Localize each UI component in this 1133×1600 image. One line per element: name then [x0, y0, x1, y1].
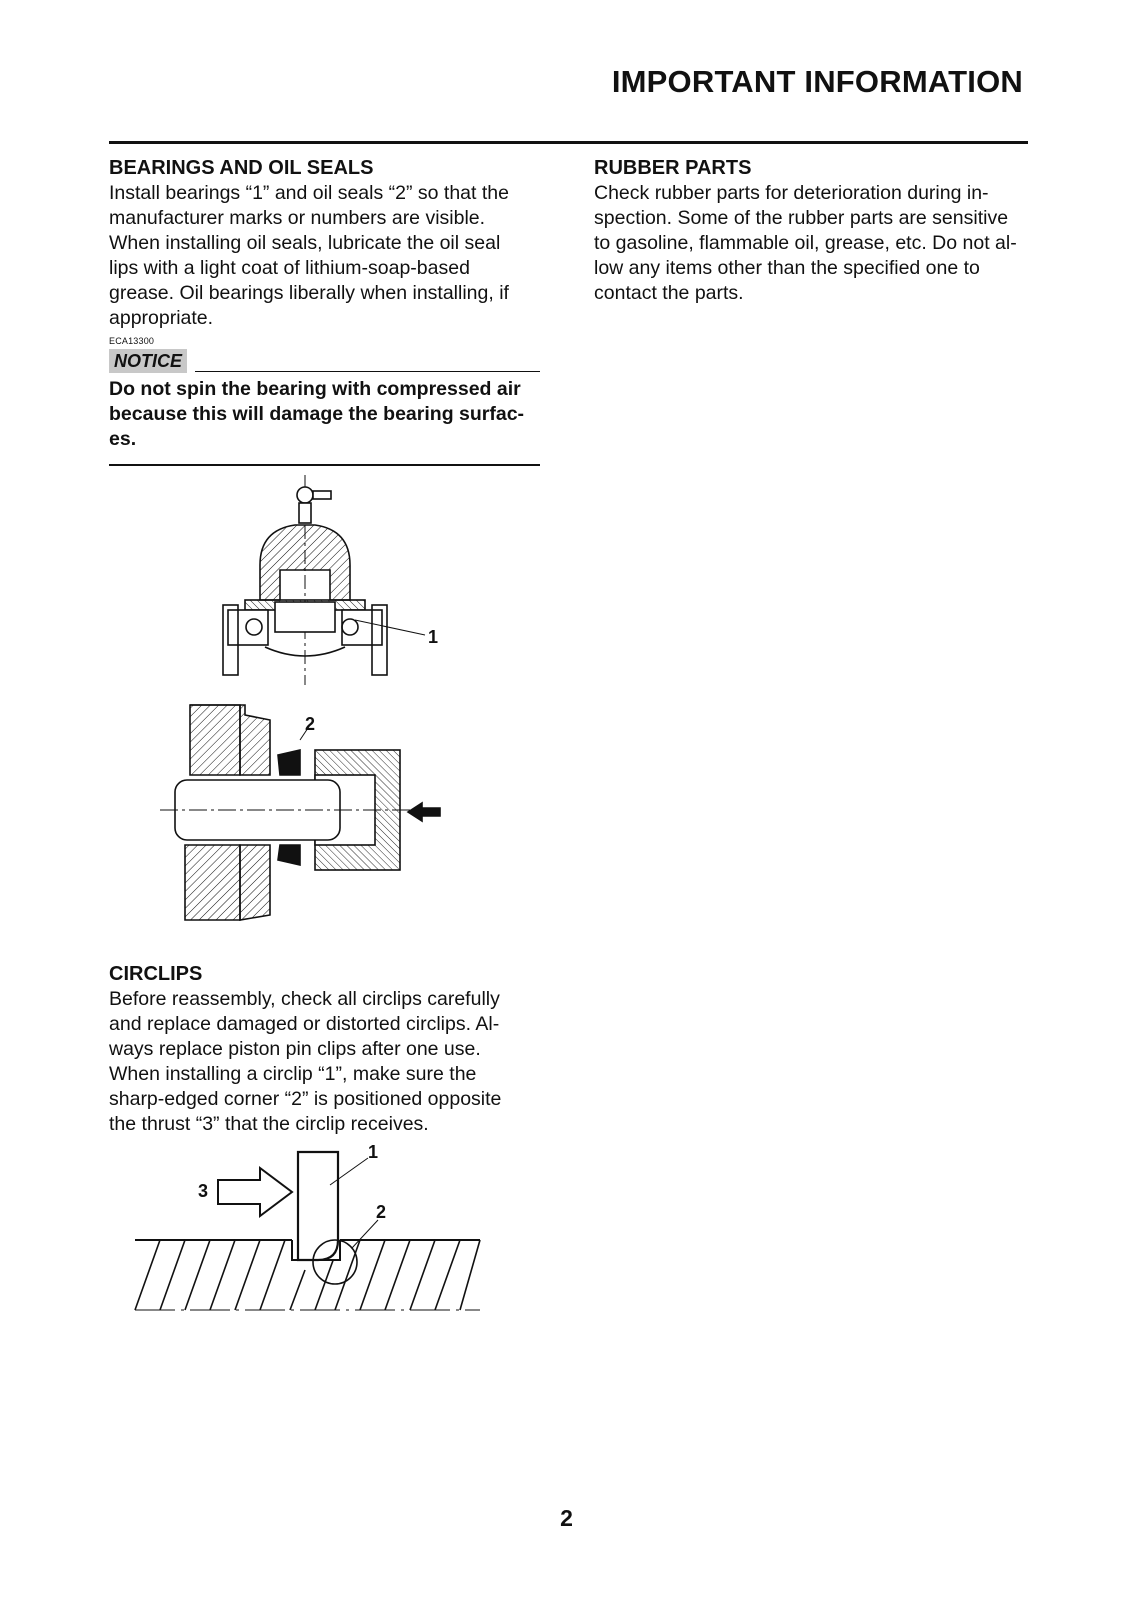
bearings-heading: BEARINGS AND OIL SEALS: [109, 157, 374, 179]
bearings-body: [109, 181, 549, 331]
bearings-line: lips with a light coat of lithium-soap-based: [109, 257, 470, 279]
bearings-line: grease. Oil bearings liberally when installing, if: [109, 282, 509, 304]
notice-line: Do not spin the bearing with compressed air: [109, 378, 521, 400]
notice-rule: [195, 371, 540, 373]
caution-code: ECA13300: [109, 336, 155, 346]
callout-3-thrust: 3: [198, 1181, 209, 1201]
oil-seal-press: [160, 705, 440, 920]
circlip-shape: [298, 1152, 338, 1260]
notice-line: because this will damage the bearing surfac-: [109, 403, 525, 425]
circlips-line: and replace damaged or distorted circlips. Al-: [109, 1013, 500, 1035]
bearings-line: appropriate.: [109, 307, 214, 329]
circlips-line: sharp-edged corner “2” is positioned opposite: [109, 1088, 502, 1110]
circlip-figure: [130, 1142, 490, 1340]
circlips-line: the thrust “3” that the circlip receives.: [109, 1113, 429, 1135]
callout-2-oil-seal: 2: [305, 714, 316, 734]
notice-header: [109, 349, 540, 373]
notice-text: [109, 377, 549, 452]
bearing-installation-figure: [160, 475, 460, 925]
notice-label: NOTICE: [109, 349, 187, 373]
bearings-line: Install bearings “1” and oil seals “2” so that the: [109, 182, 509, 204]
rubber-heading: RUBBER PARTS: [594, 157, 752, 179]
page-number: 2: [560, 1505, 573, 1531]
rubber-line: Check rubber parts for deterioration during in-: [594, 182, 989, 204]
header-rule: [109, 141, 1028, 144]
notice-bottom-rule: [109, 464, 540, 466]
callout-1-bearing: 1: [428, 627, 439, 647]
bearings-section: [109, 156, 549, 466]
circlips-body: [109, 987, 549, 1137]
rubber-line: to gasoline, flammable oil, grease, etc. Do not al-: [594, 232, 1017, 254]
circlips-section: [109, 962, 549, 1137]
rubber-line: spection. Some of the rubber parts are sensitive: [594, 207, 1009, 229]
callout-2-corner: 2: [376, 1202, 387, 1222]
bearings-line: When installing oil seals, lubricate the oil seal: [109, 232, 501, 254]
bearings-line: manufacturer marks or numbers are visible.: [109, 207, 486, 229]
callout-1-circlip: 1: [368, 1142, 379, 1162]
circlips-line: ways replace piston pin clips after one use.: [109, 1038, 481, 1060]
page-title: IMPORTANT INFORMATION: [611, 64, 1023, 99]
rubber-body: [594, 181, 1034, 306]
bearing-press-tool: [223, 475, 425, 685]
notice-line: es.: [109, 428, 137, 450]
circlips-line: When installing a circlip “1”, make sure the: [109, 1063, 477, 1085]
thrust-arrow: [218, 1168, 292, 1216]
rubber-line: contact the parts.: [594, 282, 744, 304]
circlips-heading: CIRCLIPS: [109, 963, 203, 985]
rubber-section: [594, 156, 1034, 306]
rubber-line: low any items other than the specified one to: [594, 257, 980, 279]
circlips-line: Before reassembly, check all circlips carefully: [109, 988, 500, 1010]
